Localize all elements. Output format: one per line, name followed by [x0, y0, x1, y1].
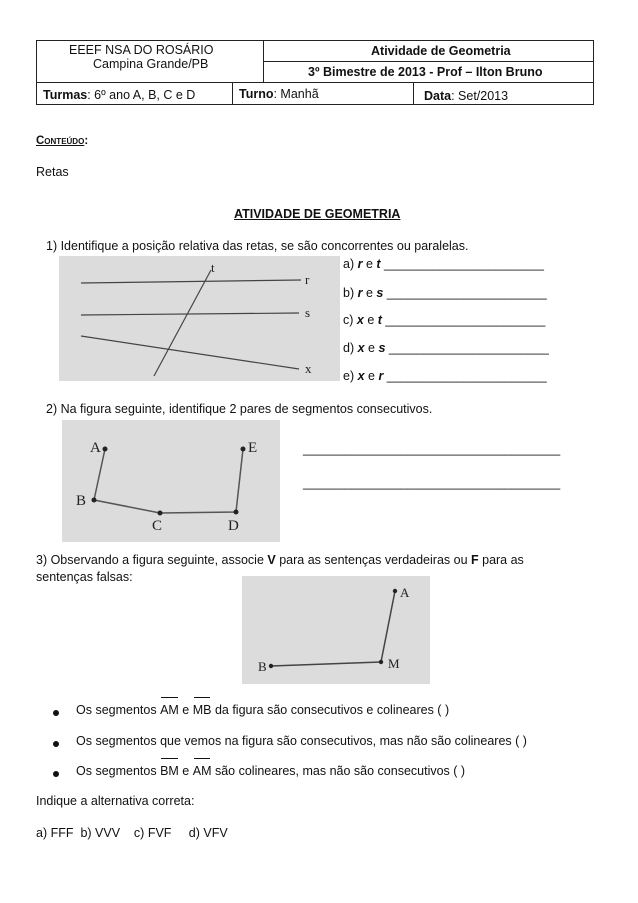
turno-value: : Manhã — [273, 87, 319, 101]
q1-item-line1: r — [357, 286, 363, 300]
turmas-field — [43, 88, 195, 102]
activity-title: Atividade de Geometria — [371, 44, 511, 58]
q2-figure — [62, 420, 280, 542]
header-table — [36, 40, 594, 105]
label-x: x — [305, 361, 312, 376]
q1-item-line1: r — [357, 257, 363, 271]
q1-item-prefix: c) — [343, 313, 357, 327]
q1-text: 1) Identifique a posição relativa das retas, se são concorrentes ou paralelas. — [46, 239, 469, 253]
q3-f-letter: F — [471, 553, 479, 567]
line-x — [81, 336, 299, 369]
q1-item-prefix: e) — [343, 369, 358, 383]
statement-text: são colineares, mas não são consecutivos ( ) — [211, 764, 466, 778]
header-divider — [232, 82, 233, 104]
segments-path — [94, 449, 243, 513]
school-city: Campina Grande/PB — [93, 57, 209, 71]
segment-am-label: AM — [192, 764, 212, 778]
q1-item-line1: x — [357, 341, 365, 355]
label-r: r — [305, 272, 310, 287]
point-m — [379, 660, 383, 664]
label-c: C — [152, 518, 163, 534]
point-a — [393, 589, 397, 593]
statement-text: e — [178, 703, 193, 717]
main-title: ATIVIDADE DE GEOMETRIA — [234, 207, 401, 221]
q3-statement-1 — [76, 703, 449, 717]
q1-item-prefix: d) — [343, 341, 358, 355]
q1-item-connector: e — [364, 341, 379, 355]
q3-text-line1 — [36, 553, 524, 567]
content-heading — [36, 135, 88, 147]
label-m: M — [388, 656, 400, 671]
q1-item-e — [343, 369, 547, 383]
point-b — [269, 664, 273, 668]
point-a — [103, 447, 108, 452]
q1-item-line1: x — [356, 313, 364, 327]
statement-text: da figura são consecutivos e colineares ( ) — [211, 703, 450, 717]
q1-item-d — [343, 341, 549, 355]
q2-answer-blank-2[interactable]: _____________________________________ — [303, 476, 561, 490]
angle-diagram — [242, 576, 430, 684]
statement-text: e — [178, 764, 193, 778]
q1-figure — [59, 256, 340, 381]
q1-item-line1: x — [357, 369, 365, 383]
label-a: A — [90, 440, 101, 456]
q1-item-line2: s — [376, 286, 384, 300]
q3-statement-3 — [76, 764, 465, 778]
point-c — [158, 511, 163, 516]
segments-diagram — [62, 420, 280, 542]
segment-bm — [271, 662, 381, 666]
header-divider — [263, 61, 593, 62]
line-s — [81, 313, 299, 315]
data-value: : Set/2013 — [451, 89, 509, 103]
statement-text: Os segmentos — [76, 764, 161, 778]
point-e — [241, 447, 246, 452]
data-field — [424, 89, 508, 103]
q1-item-line2: t — [376, 257, 381, 271]
content-colon: : — [84, 135, 89, 147]
header-divider — [37, 82, 593, 83]
answer-blank[interactable]: _______________________ — [381, 313, 546, 327]
q1-item-line2: s — [378, 341, 386, 355]
label-b: B — [258, 659, 267, 674]
q1-item-c — [343, 313, 545, 327]
header-divider — [413, 82, 414, 104]
bullet-icon — [53, 710, 59, 716]
answer-blank[interactable]: _______________________ — [380, 257, 544, 271]
label-e: E — [248, 440, 258, 456]
q1-item-connector: e — [362, 257, 377, 271]
line-r — [81, 280, 301, 283]
answer-blank[interactable]: _______________________ — [383, 369, 547, 383]
point-d — [234, 510, 239, 515]
q1-item-a — [343, 257, 544, 271]
turno-label: Turno — [239, 87, 274, 101]
content-label: Conteúdo — [36, 135, 85, 147]
q1-item-line2: t — [377, 313, 382, 327]
bullet-icon — [53, 771, 59, 777]
statement-text: Os segmentos — [76, 703, 161, 717]
q3-statement-2: Os segmentos que vemos na figura são consecutivos, mas não são colineares ( ) — [76, 734, 527, 748]
school-name: EEEF NSA DO ROSÁRIO — [69, 43, 214, 57]
q1-item-prefix: b) — [343, 286, 358, 300]
segment-mb-label: MB — [192, 703, 212, 717]
q3-text-line2: sentenças falsas: — [36, 570, 133, 584]
answer-blank[interactable]: _______________________ — [385, 341, 549, 355]
q1-item-connector: e — [362, 286, 377, 300]
q1-item-connector: e — [363, 313, 378, 327]
answer-blank[interactable]: _______________________ — [383, 286, 547, 300]
label-t: t — [211, 260, 215, 275]
q3-instruction: Indique a alternativa correta: — [36, 794, 195, 808]
label-d: D — [228, 518, 239, 534]
turmas-label: Turmas — [43, 88, 88, 102]
label-a: A — [400, 585, 410, 600]
q1-item-prefix: a) — [343, 257, 358, 271]
q3-text-part: para as sentenças verdadeiras ou — [275, 553, 471, 567]
bullet-icon — [53, 741, 59, 747]
turmas-value: : 6º ano A, B, C e D — [87, 88, 196, 102]
content-topic: Retas — [36, 165, 69, 179]
data-label: Data — [424, 89, 452, 103]
q3-v-letter: V — [267, 553, 276, 567]
segment-am-label: AM — [160, 703, 179, 717]
q3-text-part: 3) Observando a figura seguinte, associe — [36, 553, 268, 567]
q2-text: 2) Na figura seguinte, identifique 2 pares de segmentos consecutivos. — [46, 402, 433, 416]
q1-item-b — [343, 286, 547, 300]
segment-bm-label: BM — [160, 764, 179, 778]
segment-am — [381, 591, 395, 662]
line-t — [154, 270, 211, 376]
q3-text-part: para as — [478, 553, 524, 567]
bimester-professor: 3º Bimestre de 2013 - Prof – Ilton Bruno — [308, 65, 543, 79]
point-b — [92, 498, 97, 503]
q2-answer-blank-1[interactable]: _____________________________________ — [303, 442, 561, 456]
turno-field — [239, 87, 319, 101]
label-s: s — [305, 305, 311, 320]
q3-figure — [242, 576, 430, 684]
q1-item-connector: e — [364, 369, 379, 383]
q3-alternatives: a) FFF b) VVV c) FVF d) VFV — [36, 826, 228, 840]
lines-diagram — [59, 256, 340, 381]
q1-item-line2: r — [378, 369, 384, 383]
label-b: B — [76, 493, 87, 509]
